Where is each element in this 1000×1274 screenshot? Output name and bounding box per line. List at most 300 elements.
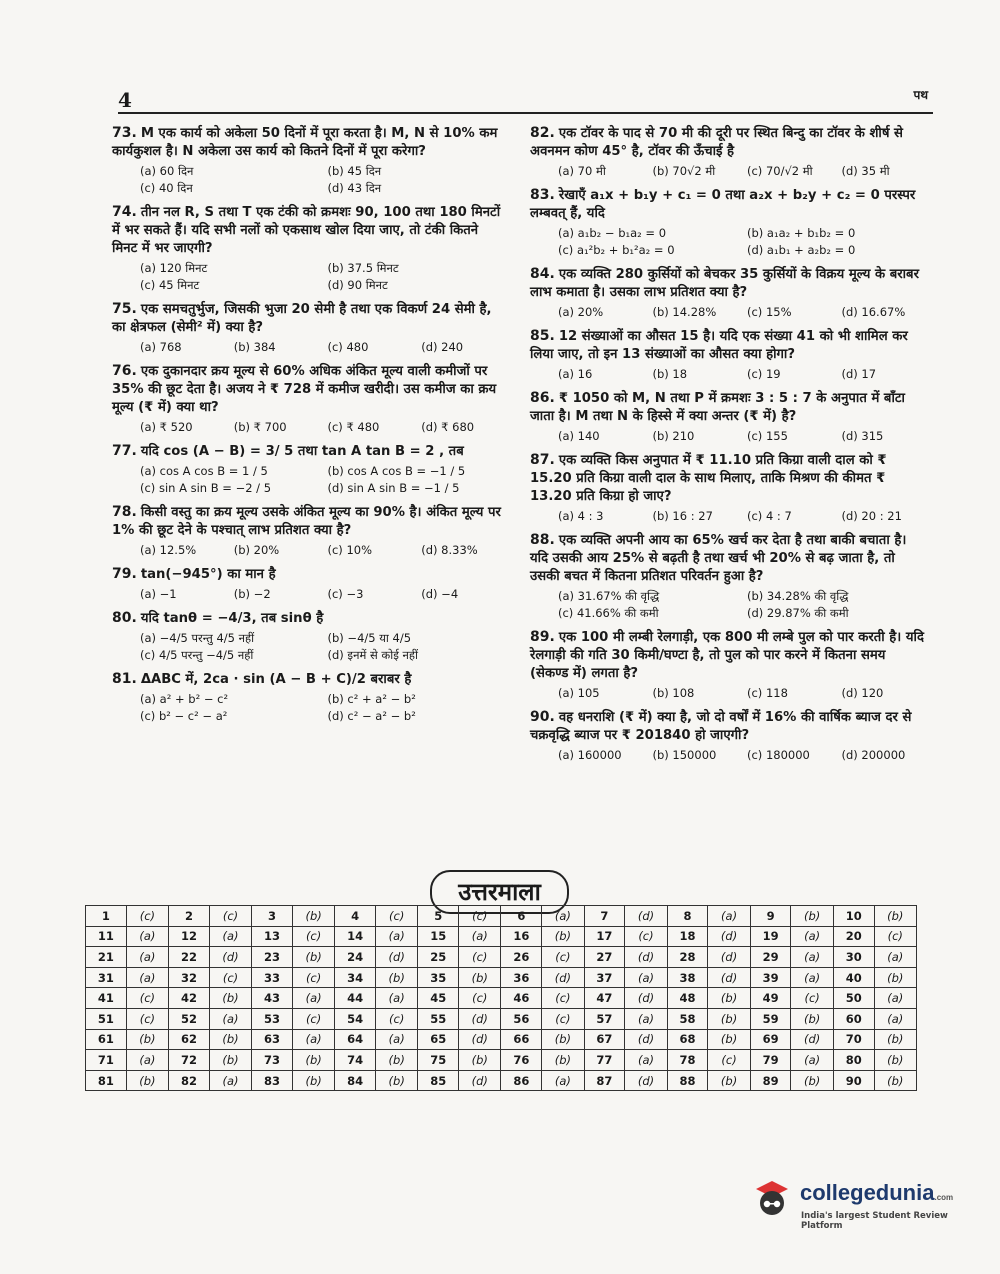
answer-question-number: 29 [750,947,791,968]
question-body: एक समचतुर्भुज, जिसकी भुजा 20 सेमी है तथा एक विकर्ण 24 सेमी है, का क्षेत्रफल (सेमी² में) क्या है? [112,302,492,335]
option-a: (a) 120 मिनट [140,261,208,275]
question-body: tan(−945°) का मान है [140,567,276,582]
running-header: पथ [913,88,928,102]
answer-option: (b) [376,1050,418,1071]
option-c: (c) −3 [327,587,364,601]
answer-option: (c) [542,988,584,1009]
answer-question-number: 50 [833,988,874,1009]
option-d: (d) 240 [421,340,464,354]
answer-option: (b) [376,967,418,988]
option-b: (b) 210 [652,429,695,443]
answer-option: (a) [542,1070,584,1091]
answer-option: (d) [625,988,667,1009]
answer-option: (a) [791,967,833,988]
answer-option: (a) [791,1050,833,1071]
option-d: (d) 315 [841,429,884,443]
answer-option: (b) [791,906,833,927]
option-list [112,586,507,603]
question-text [112,362,507,417]
question-number: 81. [112,671,137,687]
answer-option: (c) [376,906,418,927]
answer-option: (c) [292,1008,334,1029]
answer-option: (a) [209,1008,251,1029]
answer-question-number: 4 [335,906,376,927]
option-c: (c) 19 [747,367,781,381]
answer-option: (d) [791,1029,833,1050]
answer-question-number: 45 [418,988,459,1009]
answer-option: (a) [376,926,418,947]
question-82 [530,124,928,180]
answer-option: (a) [708,906,750,927]
option-list [530,508,928,525]
answer-option: (d) [542,967,584,988]
answer-question-number: 24 [335,947,376,968]
question-75 [112,300,507,356]
answer-question-number: 65 [418,1029,459,1050]
question-85 [530,327,928,383]
option-c: (c) 41.66% की कमी [558,606,659,620]
answer-question-number: 81 [86,1070,127,1091]
option-d: (d) 43 दिन [327,181,382,195]
answer-option: (c) [791,988,833,1009]
answer-option: (a) [874,947,916,968]
option-a: (a) 12.5% [140,543,197,557]
answer-question-number: 77 [584,1050,625,1071]
answer-option: (c) [542,1008,584,1029]
brand-tagline: India's largest Student Review Platform [801,1211,948,1231]
answer-option: (d) [459,1029,501,1050]
option-b: (b) 20% [233,543,280,557]
answer-question-number: 18 [667,926,708,947]
question-text [112,203,507,258]
answer-option: (c) [126,1008,168,1029]
question-body: वह धनराशि (₹ में) क्या है, जो दो वर्षों में 16% की वार्षिक ब्याज दर से चक्रवृद्धि ब्याज पर ₹ 201840 हो जाएगी? [530,710,912,743]
answer-option: (c) [209,906,251,927]
answer-option: (b) [126,1029,168,1050]
answer-question-number: 90 [833,1070,874,1091]
answer-option: (a) [126,926,168,947]
option-b: (b) 16 : 27 [652,509,713,523]
answer-question-number: 55 [418,1008,459,1029]
answer-question-number: 53 [252,1008,293,1029]
answer-option: (c) [708,1050,750,1071]
answer-question-number: 36 [501,967,542,988]
question-90 [530,708,928,764]
answer-question-number: 82 [169,1070,210,1091]
answer-question-number: 14 [335,926,376,947]
question-number: 84. [530,266,555,282]
option-d: (d) इनमें से कोई नहीं [327,648,418,662]
option-b: (b) 34.28% की वृद्धि [747,589,849,603]
answer-option: (b) [459,1050,501,1071]
question-text [530,389,928,426]
answer-question-number: 48 [667,988,708,1009]
question-76 [112,362,507,436]
question-number: 85. [530,328,555,344]
option-a: (a) 31.67% की वृद्धि [558,589,660,603]
answer-question-number: 3 [252,906,293,927]
option-a: (a) 20% [558,305,604,319]
answer-question-number: 67 [584,1029,625,1050]
answer-option: (a) [542,906,584,927]
answer-question-number: 26 [501,947,542,968]
question-body: ₹ 1050 को M, N तथा P में क्रमशः 3 : 5 : 7 के अनुपात में बाँटा जाता है। M तथा N के हिस्से में क्या अन्तर (₹ में) है? [530,391,905,424]
question-text [530,708,928,745]
question-number: 87. [530,452,555,468]
answer-option: (b) [459,967,501,988]
answer-row [86,967,917,988]
answer-option: (b) [791,1008,833,1029]
answer-question-number: 39 [750,967,791,988]
answer-question-number: 70 [833,1029,874,1050]
question-number: 77. [112,443,137,459]
header-rule [118,112,933,114]
answer-option: (b) [292,947,334,968]
answer-option: (b) [874,967,916,988]
answer-option: (c) [459,988,501,1009]
answer-row [86,1070,917,1091]
answer-question-number: 5 [418,906,459,927]
answer-option: (b) [209,1029,251,1050]
option-b: (b) a₁a₂ + b₁b₂ = 0 [747,226,856,240]
answer-option: (d) [708,947,750,968]
answer-question-number: 17 [584,926,625,947]
option-d: (d) 16.67% [841,305,906,319]
option-c: (c) 4/5 परन्तु −4/5 नहीं [140,648,254,662]
answer-question-number: 16 [501,926,542,947]
question-body: यदि cos (A − B) = 3/ 5 तथा tan A tan B = 2 , तब [140,444,464,459]
brand-name: collegedunia.com [800,1180,954,1205]
answer-question-number: 7 [584,906,625,927]
question-number: 90. [530,709,555,725]
answer-question-number: 72 [169,1050,210,1071]
answer-question-number: 40 [833,967,874,988]
option-a: (a) ₹ 520 [140,420,193,434]
answer-row [86,988,917,1009]
answer-question-number: 35 [418,967,459,988]
answer-option: (a) [126,947,168,968]
question-text [112,670,507,689]
option-b: (b) 18 [652,367,688,381]
answer-question-number: 64 [335,1029,376,1050]
answer-option: (a) [209,1070,251,1091]
option-b: (b) ₹ 700 [233,420,287,434]
option-b: (b) −2 [233,587,271,601]
question-87 [530,451,928,525]
option-b: (b) c² + a² − b² [327,692,416,706]
option-d: (d) ₹ 680 [421,420,475,434]
option-a: (a) cos A cos B = 1 / 5 [140,464,268,478]
question-73 [112,124,507,197]
answer-option: (c) [126,988,168,1009]
answer-option: (b) [708,1008,750,1029]
answer-option: (b) [292,906,334,927]
option-list [112,260,507,294]
answer-question-number: 30 [833,947,874,968]
answer-question-number: 68 [667,1029,708,1050]
option-d: (d) 20 : 21 [841,509,902,523]
answer-question-number: 78 [667,1050,708,1071]
answer-question-number: 34 [335,967,376,988]
option-a: (a) 4 : 3 [558,509,604,523]
question-number: 74. [112,204,137,220]
answer-option: (a) [376,1029,418,1050]
answer-option: (b) [376,1070,418,1091]
option-d: (d) 90 मिनट [327,278,388,292]
option-a: (a) 60 दिन [140,164,194,178]
answer-option: (d) [376,947,418,968]
answer-option: (b) [708,1070,750,1091]
answer-question-number: 11 [86,926,127,947]
question-number: 76. [112,363,137,379]
option-a: (a) 16 [558,367,593,381]
question-83 [530,186,928,259]
option-c: (c) a₁²b₂ + b₁²a₂ = 0 [558,243,675,257]
answer-question-number: 44 [335,988,376,1009]
question-body: यदि tanθ = −4/3, तब sinθ है [140,611,324,626]
option-c: (c) 70/√2 मी [747,164,813,178]
answer-question-number: 83 [252,1070,293,1091]
answer-question-number: 71 [86,1050,127,1071]
question-number: 88. [530,532,555,548]
answer-question-number: 57 [584,1008,625,1029]
option-list [112,630,507,664]
option-c: (c) 4 : 7 [747,509,792,523]
question-79 [112,565,507,603]
option-a: (a) 768 [140,340,182,354]
option-b: (b) 150000 [652,748,717,762]
answer-option: (b) [874,1029,916,1050]
answer-question-number: 49 [750,988,791,1009]
option-d: (d) 29.87% की कमी [747,606,849,620]
answer-question-number: 66 [501,1029,542,1050]
option-a: (a) a² + b² − c² [140,692,229,706]
option-list [530,304,928,321]
collegedunia-logo-icon [748,1175,796,1223]
option-a: (a) 140 [558,429,600,443]
answer-question-number: 88 [667,1070,708,1091]
answer-question-number: 76 [501,1050,542,1071]
question-88 [530,531,928,622]
option-list [530,225,928,259]
option-b: (b) 45 दिन [327,164,382,178]
option-c: (c) 155 [747,429,788,443]
option-d: (d) 35 मी [841,164,890,178]
option-c: (c) 40 दिन [140,181,193,195]
answer-option: (c) [292,926,334,947]
option-list [112,691,507,725]
answer-option: (a) [625,1008,667,1029]
option-list [530,428,928,445]
option-b: (b) −4/5 या 4/5 [327,631,412,645]
answer-question-number: 9 [750,906,791,927]
answer-option: (a) [625,967,667,988]
answer-question-number: 15 [418,926,459,947]
question-text [112,442,507,461]
option-b: (b) 70√2 मी [652,164,716,178]
option-list [112,339,507,356]
answer-option: (b) [874,906,916,927]
answer-row [86,1029,917,1050]
answer-option: (b) [542,926,584,947]
answer-option: (b) [209,988,251,1009]
answer-question-number: 23 [252,947,293,968]
question-number: 82. [530,125,555,141]
question-78 [112,503,507,559]
option-list [530,366,928,383]
question-body: एक व्यक्ति अपनी आय का 65% खर्च कर देता है तथा बाकी बचाता है। यदि उसकी आय 25% से बढ़ती है तथा खर्च भी 20% से बढ़ जाता है, तो उसकी बचत में कितना प्रतिशत परिवर्तन हुआ है? [530,533,907,584]
option-list [530,588,928,622]
answer-question-number: 63 [252,1029,293,1050]
answer-option: (b) [292,1050,334,1071]
answer-question-number: 79 [750,1050,791,1071]
option-list [530,747,928,764]
answer-question-number: 19 [750,926,791,947]
option-c: (c) 15% [747,305,792,319]
answer-option: (a) [874,1008,916,1029]
option-d: (d) 8.33% [421,543,478,557]
answer-option: (d) [625,906,667,927]
option-d: (d) 17 [841,367,877,381]
question-89 [530,628,928,702]
answer-question-number: 27 [584,947,625,968]
option-d: (d) a₁b₁ + a₂b₂ = 0 [747,243,856,257]
question-number: 83. [530,187,555,203]
answer-option: (a) [292,1029,334,1050]
question-number: 89. [530,629,555,645]
answer-question-number: 56 [501,1008,542,1029]
option-d: (d) −4 [421,587,459,601]
option-c: (c) ₹ 480 [327,420,380,434]
question-body: तीन नल R, S तथा T एक टंकी को क्रमशः 90, 100 तथा 180 मिनटों में भर सकते हैं। यदि सभी नलों को एकसाथ खोल दिया जाए, तो टंकी कितने मिनट में भर जाएगी? [112,205,501,256]
question-text [530,124,928,161]
answer-question-number: 54 [335,1008,376,1029]
option-list [112,163,507,197]
answer-option: (b) [209,1050,251,1071]
option-b: (b) 384 [233,340,276,354]
option-c: (c) 10% [327,543,373,557]
question-text [530,531,928,586]
answer-option: (c) [459,906,501,927]
option-a: (a) −4/5 परन्तु 4/5 नहीं [140,631,255,645]
answer-question-number: 8 [667,906,708,927]
answer-question-number: 62 [169,1029,210,1050]
answer-question-number: 12 [169,926,210,947]
answer-option: (b) [791,1070,833,1091]
answer-question-number: 74 [335,1050,376,1071]
answer-question-number: 61 [86,1029,127,1050]
answer-question-number: 28 [667,947,708,968]
answer-option: (c) [625,926,667,947]
answer-row [86,926,917,947]
answer-question-number: 33 [252,967,293,988]
answer-question-number: 85 [418,1070,459,1091]
question-number: 75. [112,301,137,317]
option-a: (a) 70 मी [558,164,606,178]
question-number: 78. [112,504,137,520]
answer-option: (d) [459,1070,501,1091]
question-text [530,628,928,683]
question-body: एक दुकानदार क्रय मूल्य से 60% अधिक अंकित मूल्य वाली कमीजों पर 35% की छूट देता है। अजय ने ₹ 728 में कमीज खरीदी। उस कमीज का क्रय मूल्य (₹ में) क्या था? [112,364,497,415]
answer-option: (c) [126,906,168,927]
answer-question-number: 43 [252,988,293,1009]
answer-option: (a) [625,1050,667,1071]
brand-watermark [748,1175,968,1235]
answer-option: (d) [708,926,750,947]
question-number: 80. [112,610,137,626]
option-a: (a) −1 [140,587,177,601]
option-c: (c) b² − c² − a² [140,709,228,723]
option-b: (b) 108 [652,686,695,700]
answer-option: (a) [791,947,833,968]
answer-question-number: 6 [501,906,542,927]
answer-option: (b) [708,988,750,1009]
right-column [530,124,928,770]
answer-question-number: 10 [833,906,874,927]
question-number: 79. [112,566,137,582]
answer-question-number: 60 [833,1008,874,1029]
option-c: (c) 480 [327,340,369,354]
question-body: एक 100 मी लम्बी रेलगाड़ी, एक 800 मी लम्बे पुल को पार करती है। यदि रेलगाड़ी की गति 30 किमी/घण्टा है, तो पुल को पार करने में कितना समय (सेकण्ड में) लगता है? [530,630,924,681]
answer-option: (a) [292,988,334,1009]
question-body: ΔABC में, 2ca · sin (A − B + C)/2 बराबर है [140,672,412,687]
answer-question-number: 37 [584,967,625,988]
question-number: 86. [530,390,555,406]
answer-option: (d) [209,947,251,968]
answer-option: (c) [376,1008,418,1029]
option-d: (d) c² − a² − b² [327,709,416,723]
question-81 [112,670,507,725]
question-text [530,186,928,223]
option-b: (b) 14.28% [652,305,717,319]
answer-row [86,1008,917,1029]
left-column [112,124,507,731]
question-body: M एक कार्य को अकेला 50 दिनों में पूरा करता है। M, N से 10% कम कार्यकुशल है। N अकेला उस कार्य को कितने दिनों में पूरा करेगा? [112,126,498,159]
answer-question-number: 41 [86,988,127,1009]
answer-question-number: 31 [86,967,127,988]
question-body: रेखाएँ a₁x + b₁y + c₁ = 0 तथा a₂x + b₂y + c₂ = 0 परस्पर लम्बवत् हैं, यदि [530,188,916,221]
answer-option: (d) [459,1008,501,1029]
question-body: एक टॉवर के पाद से 70 मी की दूरी पर स्थित बिन्दु का टॉवर के शीर्ष से अवनमन कोण 45° है, टॉवर की ऊँचाई है [530,126,903,159]
answer-key-table [85,905,917,1091]
option-c: (c) 118 [747,686,788,700]
answer-question-number: 1 [86,906,127,927]
answer-question-number: 59 [750,1008,791,1029]
answer-question-number: 32 [169,967,210,988]
answer-option: (a) [874,988,916,1009]
answer-question-number: 69 [750,1029,791,1050]
answer-question-number: 25 [418,947,459,968]
question-84 [530,265,928,321]
option-d: (d) 120 [841,686,884,700]
answer-question-number: 51 [86,1008,127,1029]
option-a: (a) 105 [558,686,600,700]
question-86 [530,389,928,445]
question-body: एक व्यक्ति किस अनुपात में ₹ 11.10 प्रति किग्रा वाली दाल को ₹ 15.20 प्रति किग्रा वाली दाल के साथ मिलाए, ताकि मिश्रण की कीमत ₹ 13.20 प्रति किग्रा हो जाए? [530,453,887,504]
question-80 [112,609,507,664]
answer-row [86,1050,917,1071]
answer-question-number: 21 [86,947,127,968]
answer-question-number: 84 [335,1070,376,1091]
answer-option: (b) [874,1050,916,1071]
answer-question-number: 2 [169,906,210,927]
option-list [112,463,507,497]
answer-question-number: 75 [418,1050,459,1071]
answer-option: (c) [209,967,251,988]
answer-question-number: 38 [667,967,708,988]
answer-option: (d) [625,1070,667,1091]
answer-question-number: 80 [833,1050,874,1071]
